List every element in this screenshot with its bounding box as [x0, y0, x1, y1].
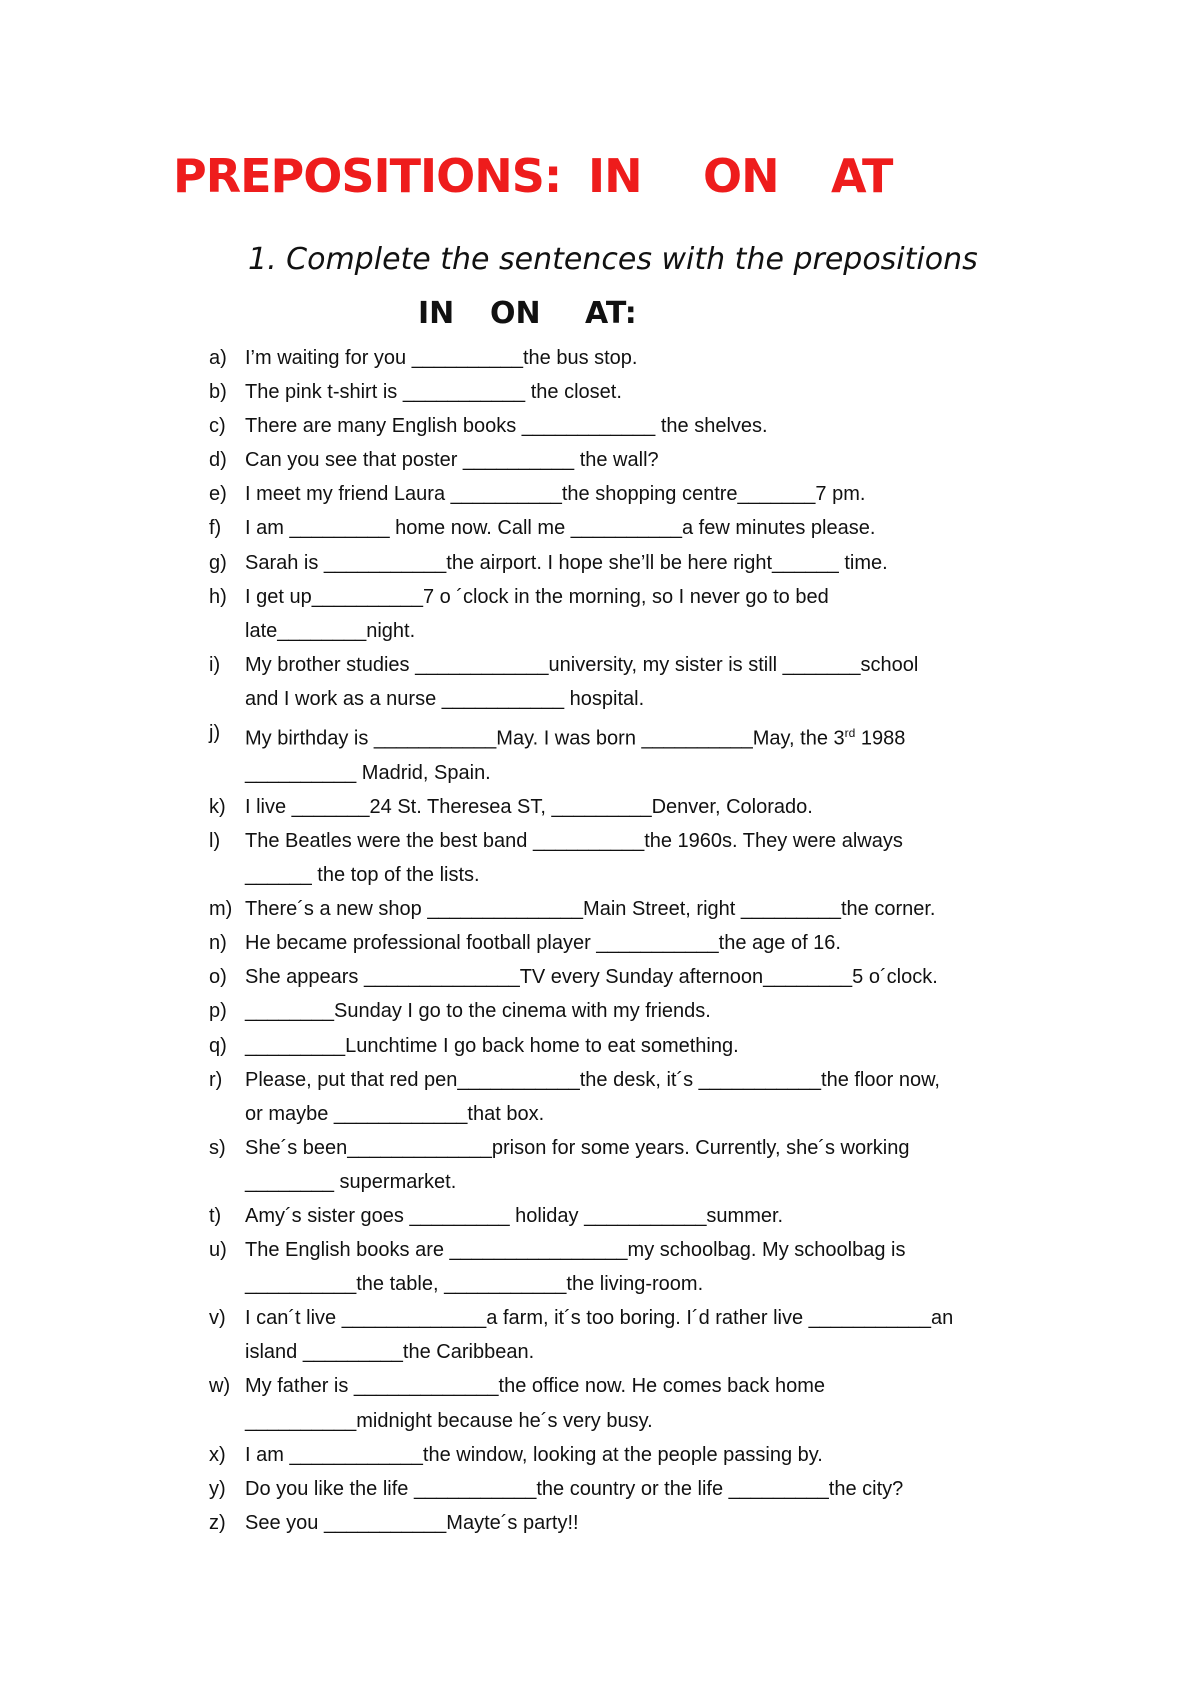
item-text — [245, 960, 938, 994]
item-text — [245, 546, 888, 580]
item-text — [245, 375, 622, 409]
item-line — [245, 580, 829, 614]
item-line — [245, 1029, 739, 1063]
exercise-item — [209, 580, 953, 648]
item-line — [245, 892, 936, 926]
ordinal-suffix: rd — [844, 726, 856, 741]
exercise-item — [209, 1301, 953, 1369]
item-line-text: My brother studies ____________university, my sister is still _______school — [245, 653, 919, 676]
item-letter: h) — [209, 585, 227, 608]
item-letter: d) — [209, 449, 227, 472]
choice-on: ON — [490, 296, 541, 331]
item-letter: m) — [209, 898, 233, 921]
item-line-text: He became professional football player ___________the age of 16. — [245, 932, 841, 955]
item-line — [245, 409, 768, 443]
item-line-text: ________Sunday I go to the cinema with my friends. — [245, 1000, 711, 1023]
item-text — [245, 1438, 823, 1472]
item-line-text: She´s been_____________prison for some years. Currently, she´s working — [245, 1136, 910, 1159]
exercise-item — [209, 1438, 953, 1472]
exercise-item — [209, 477, 953, 511]
item-line-text: I live _______24 St. Theresea ST, _________Denver, Colorado. — [245, 795, 813, 818]
item-line-text: There are many English books ____________ the shelves. — [245, 415, 768, 438]
exercise-item — [209, 1029, 953, 1063]
item-text — [245, 824, 903, 892]
item-letter: t) — [209, 1205, 222, 1227]
item-text — [245, 580, 829, 648]
item-text — [245, 1233, 905, 1301]
exercise-item — [209, 409, 953, 443]
item-line-text: The pink t-shirt is ___________ the closet. — [245, 381, 622, 404]
item-line-text: Do you like the life ___________the country or the life _________the city? — [245, 1477, 904, 1500]
item-letter: u) — [209, 1239, 227, 1262]
item-line-text: Amy´s sister goes _________ holiday ___________summer. — [245, 1205, 784, 1227]
item-line — [245, 1199, 783, 1233]
title-on: ON — [703, 149, 779, 203]
item-line — [245, 511, 875, 545]
exercise-item — [209, 1369, 953, 1437]
item-text — [245, 892, 936, 926]
preposition-choices — [418, 294, 637, 334]
exercise-item — [209, 790, 953, 824]
item-line — [245, 1369, 825, 1403]
exercise-item — [209, 443, 953, 477]
exercise-item — [209, 375, 953, 409]
item-line — [245, 824, 903, 858]
item-letter: j) — [209, 722, 221, 745]
item-line-continued: or maybe ____________that box. — [245, 1102, 545, 1125]
item-letter: a) — [209, 347, 227, 369]
item-line — [245, 648, 918, 682]
item-line-text: She appears ______________TV every Sunday afternoon________5 o´clock. — [245, 966, 938, 989]
item-line-text: 1988 — [855, 727, 906, 750]
item-text — [245, 790, 813, 824]
item-line-text: The Beatles were the best band __________the 1960s. They were always — [245, 829, 903, 852]
item-line-text: Sarah is ___________the airport. I hope she’ll be here right______ time. — [245, 551, 888, 574]
title-main: PREPOSITIONS: — [173, 149, 562, 203]
exercise-item — [209, 648, 953, 716]
exercise-item — [209, 824, 953, 892]
choice-at: AT: — [585, 296, 637, 331]
exercise-item — [209, 1199, 953, 1233]
exercise-item — [209, 892, 953, 926]
title-at: AT — [831, 149, 893, 203]
item-letter: n) — [209, 932, 227, 955]
item-letter: s) — [209, 1136, 226, 1159]
item-letter: q) — [209, 1034, 227, 1057]
item-text — [245, 1063, 940, 1131]
exercise-item — [209, 511, 953, 545]
item-line-continued: and I work as a nurse ___________ hospital. — [245, 687, 645, 710]
exercise-item — [209, 716, 953, 790]
item-line — [245, 960, 938, 994]
item-text — [245, 1199, 783, 1233]
item-text — [245, 1131, 909, 1199]
item-text — [245, 409, 768, 443]
item-text — [245, 1506, 579, 1540]
item-letter: e) — [209, 483, 227, 506]
item-line — [245, 1131, 909, 1165]
item-letter: y) — [209, 1477, 226, 1500]
exercise-item — [209, 994, 953, 1028]
item-line — [245, 546, 888, 580]
item-line-continued: __________midnight because he´s very busy. — [245, 1409, 653, 1432]
exercise-item — [209, 1506, 953, 1540]
item-line — [245, 1233, 905, 1267]
item-letter: v) — [209, 1307, 226, 1330]
item-letter: k) — [209, 795, 226, 818]
item-text — [245, 716, 905, 790]
item-letter: z) — [209, 1511, 226, 1534]
choice-in: IN — [418, 296, 455, 331]
item-line-continued: __________ Madrid, Spain. — [245, 761, 491, 784]
exercise-item — [209, 960, 953, 994]
item-text — [245, 994, 711, 1028]
exercise-item — [209, 1233, 953, 1301]
exercise-item — [209, 546, 953, 580]
item-line-text: I can´t live _____________a farm, it´s too boring. I´d rather live ___________an — [245, 1307, 954, 1330]
item-line — [245, 341, 637, 375]
item-line-continued: island _________the Caribbean. — [245, 1341, 535, 1364]
item-line-text: The English books are ________________my schoolbag. My schoolbag is — [245, 1239, 906, 1262]
item-line — [245, 994, 711, 1028]
item-line — [245, 1063, 940, 1097]
item-text — [245, 511, 875, 545]
item-line — [245, 1472, 903, 1506]
item-line — [245, 926, 841, 960]
exercise-item — [209, 1131, 953, 1199]
item-line-text: I am ____________the window, looking at the people passing by. — [245, 1443, 823, 1466]
item-text — [245, 1369, 825, 1437]
item-line-text: Please, put that red pen___________the desk, it´s ___________the floor now, — [245, 1068, 940, 1091]
exercise-item — [209, 1472, 953, 1506]
item-line-text: Can you see that poster __________ the wall? — [245, 449, 659, 472]
item-line — [245, 375, 622, 409]
item-line-continued: ________ supermarket. — [245, 1170, 457, 1193]
item-line — [245, 1438, 823, 1472]
item-text — [245, 1472, 903, 1506]
item-letter: g) — [209, 551, 227, 574]
item-line-text: My birthday is ___________May. I was born __________May, the 3 — [245, 727, 845, 750]
item-letter: x) — [209, 1443, 226, 1466]
item-line — [245, 1301, 953, 1335]
item-line-continued: __________the table, ___________the living-room. — [245, 1273, 704, 1296]
item-line-text: I’m waiting for you __________the bus stop. — [245, 347, 638, 369]
exercise-item — [209, 1063, 953, 1131]
item-letter: c) — [209, 415, 226, 438]
item-line — [245, 716, 905, 756]
item-line-continued: ______ the top of the lists. — [245, 864, 480, 887]
item-line-text: I get up__________7 o ´clock in the morning, so I never go to bed — [245, 585, 829, 608]
item-line — [245, 477, 865, 511]
item-line-text: My father is _____________the office now. He comes back home — [245, 1375, 825, 1398]
item-line-text: See you ___________Mayte´s party!! — [245, 1511, 579, 1534]
page-title — [173, 148, 892, 204]
item-text — [245, 926, 841, 960]
item-letter: i) — [209, 653, 221, 676]
item-letter: w) — [209, 1375, 231, 1398]
item-line-text: _________Lunchtime I go back home to eat something. — [245, 1034, 739, 1057]
title-in: IN — [588, 149, 642, 203]
item-text — [245, 341, 637, 375]
item-line — [245, 443, 659, 477]
item-letter: o) — [209, 966, 227, 989]
exercise-item — [209, 341, 953, 375]
exercise-instruction: 1. Complete the sentences with the prepositions — [248, 242, 978, 277]
item-text — [245, 443, 659, 477]
item-letter: f) — [209, 517, 222, 540]
item-text — [245, 1029, 739, 1063]
item-letter: l) — [209, 829, 221, 852]
item-letter: p) — [209, 1000, 227, 1023]
exercise-list — [209, 341, 953, 1540]
item-line-text: I am _________ home now. Call me __________a few minutes please. — [245, 517, 876, 540]
item-letter: b) — [209, 381, 227, 404]
item-text — [245, 648, 918, 716]
item-line-text: There´s a new shop ______________Main Street, right _________the corner. — [245, 898, 936, 921]
item-line-continued: late________night. — [245, 619, 416, 642]
item-line — [245, 1506, 579, 1540]
item-line-text: I meet my friend Laura __________the shopping centre_______7 pm. — [245, 483, 866, 506]
item-text — [245, 1301, 953, 1369]
item-line — [245, 790, 813, 824]
exercise-item — [209, 926, 953, 960]
item-text — [245, 477, 865, 511]
item-letter: r) — [209, 1068, 223, 1091]
